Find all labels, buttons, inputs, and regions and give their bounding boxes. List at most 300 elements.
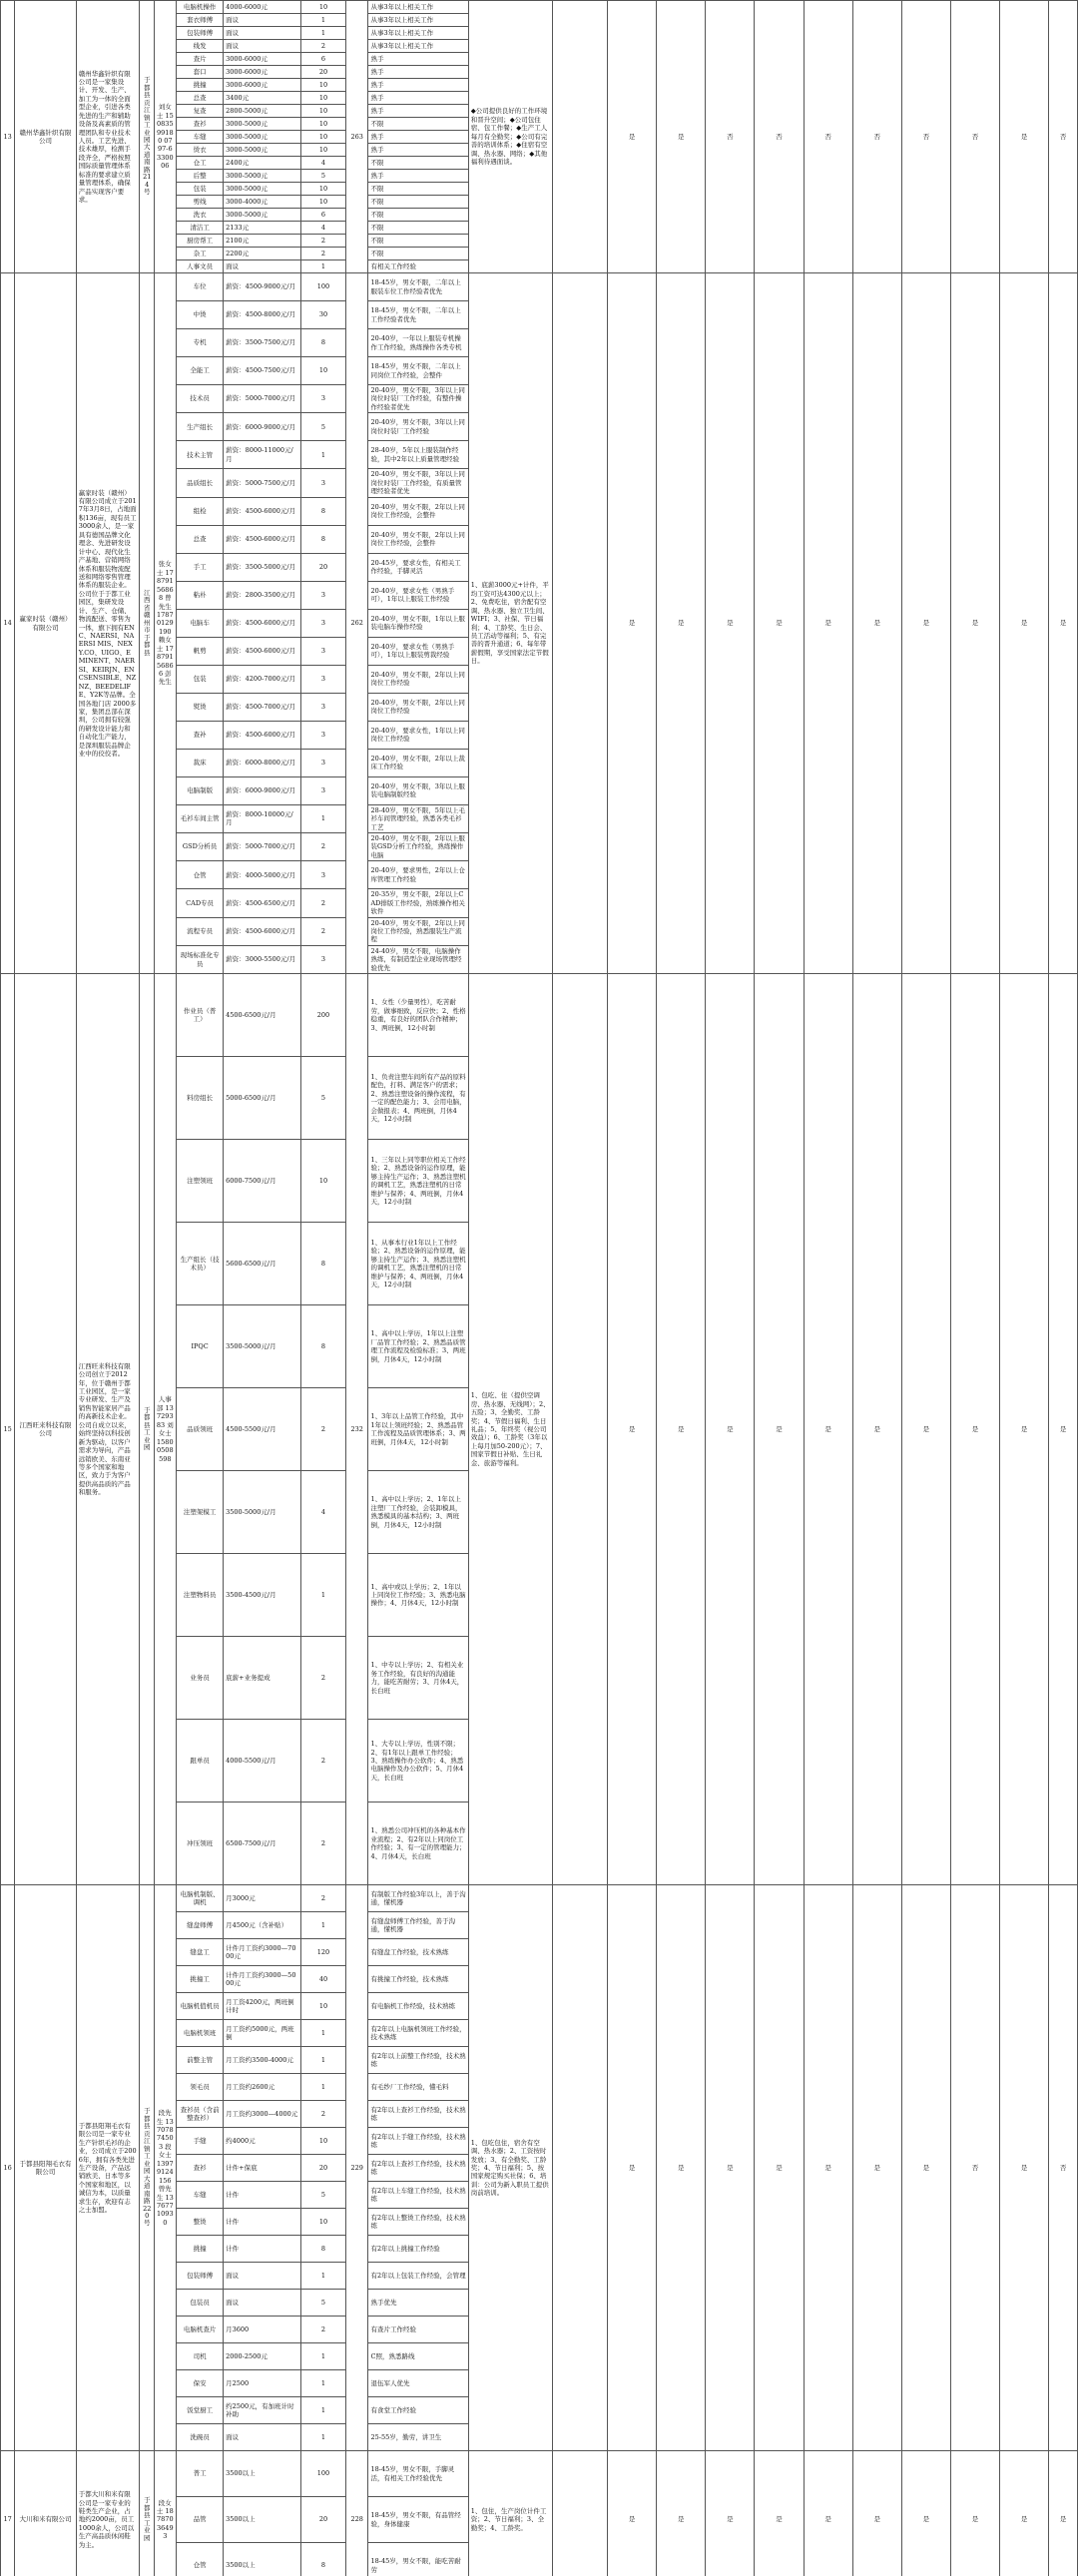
yes-no-flag: 是 <box>755 2451 804 2576</box>
job-salary: 薪资：4500-6500元/月 <box>224 889 301 917</box>
job-position: 包装师傅 <box>177 2263 224 2290</box>
job-position: 仓工 <box>177 157 224 170</box>
job-salary: 月工资4200元，两班倒计时 <box>224 1993 301 2020</box>
job-requirement: 熟手 <box>368 79 468 92</box>
job-requirement: 20-40岁，男女不限，3年以上同岗位时装厂工作经验，有整件操作经验者优先 <box>368 385 468 413</box>
yes-no-flag: 是 <box>1000 1885 1049 2451</box>
yes-no-flag: 是 <box>608 974 657 1885</box>
company-address-text: 于都县工业园 <box>143 2496 151 2542</box>
job-salary: 月2500 <box>224 2370 301 2397</box>
job-salary: 2200元 <box>224 248 301 260</box>
job-headcount: 3 <box>300 385 345 413</box>
yes-no-flag: 是 <box>804 1885 852 2451</box>
job-position: 挑撞工 <box>177 1966 224 1993</box>
job-position: 技术主管 <box>177 441 224 469</box>
yes-no-flag: 是 <box>657 974 706 1885</box>
job-salary: 薪资：3500-7500元/月 <box>224 329 301 357</box>
company-address <box>140 2451 154 2576</box>
company-benefits: 1、包吃包住，宿舍有空调、热水器；2、工资按时发放；3、有全勤奖、工龄奖；4、节日福利；5、按国家规定购买社保；6、培训：公司为新入职员工提供岗前培训。 <box>468 1885 552 2451</box>
job-requirement: 20-40岁，男女不限，2年以上同岗位工作经验，会整件 <box>368 525 468 553</box>
job-salary: 5600-6500元/月 <box>224 1223 301 1305</box>
job-headcount: 5 <box>300 170 345 183</box>
job-salary: 4500-5500元/月 <box>224 1388 301 1471</box>
job-requirement: 退伍军人优先 <box>368 2370 468 2397</box>
job-position: 前整主管 <box>177 2047 224 2074</box>
job-requirement: 20-40岁，男女不限，3年以上同岗位时装厂工作经验 <box>368 413 468 441</box>
job-requirement: 18-45岁，男女不限，二年以上服装车位工作经验者优先 <box>368 273 468 301</box>
yes-no-flag: 是 <box>706 2451 755 2576</box>
job-requirement: 1、女性（少量男性），吃苦耐劳，做事细致，反应快；2、性格稳重，有良好的团队合作精神；3、两班倒，12小时制 <box>368 974 468 1057</box>
yes-no-flag: 否 <box>755 1 804 273</box>
job-requirement: 从事3年以上相关工作 <box>368 40 468 53</box>
job-salary: 面议 <box>224 2424 301 2451</box>
job-position: 熨烫 <box>177 693 224 721</box>
company-contact: 张女士 17879156868 曾先生 17870129190 赖女士 17879156866 彭先生 <box>154 273 177 974</box>
yes-no-flag: 是 <box>950 2451 999 2576</box>
job-headcount: 2 <box>300 235 345 248</box>
job-position: 复查 <box>177 105 224 118</box>
job-headcount: 3 <box>300 721 345 749</box>
job-requirement: 不限 <box>368 183 468 196</box>
job-headcount: 1 <box>300 2074 345 2101</box>
job-headcount: 3 <box>300 609 345 637</box>
job-headcount: 8 <box>300 2543 345 2576</box>
job-requirement: 熟手 <box>368 92 468 105</box>
company-total-headcount: 262 <box>345 273 368 974</box>
company-benefits: 1、底薪3000元+计件，平均工资可达4300元以上；2、免费吃住，宿舍配有空调、热水器、独立卫生间、WIFI；3、社保、节日福利；4、工龄奖、生日会、员工活动等福利；5、有完善的晋升通道；6、每年带薪假期，享受国家法定节假日。 <box>468 273 552 974</box>
job-headcount: 10 <box>300 105 345 118</box>
job-salary: 3000-6000元 <box>224 66 301 79</box>
table-row <box>1 1885 1078 1912</box>
job-headcount: 10 <box>300 118 345 131</box>
job-salary: 3400元 <box>224 92 301 105</box>
job-headcount: 4 <box>300 157 345 170</box>
job-position: 整烫 <box>177 2209 224 2236</box>
job-headcount: 3 <box>300 776 345 804</box>
yes-no-flag: 是 <box>657 1 706 273</box>
empty-cell <box>552 2451 607 2576</box>
job-position: 洗衣 <box>177 209 224 222</box>
job-requirement: 不限 <box>368 222 468 235</box>
job-requirement: 1、高中以上学历，1年以上注塑厂品管工作经验；2、熟悉品质管理工作流程及检验标准；3、两班倒，月休4天，12小时制 <box>368 1305 468 1388</box>
job-salary: 计件 <box>224 2182 301 2209</box>
yes-no-flag: 是 <box>1049 273 1078 974</box>
job-salary: 3500-4500元/月 <box>224 1554 301 1637</box>
job-position: 电脑机查片 <box>177 2317 224 2343</box>
job-position: IPQC <box>177 1305 224 1388</box>
job-position: 查衫员（含前整查衫） <box>177 2101 224 2128</box>
job-requirement: 1、高中以上学历；2、1年以上注塑厂工作经验，会装卸模具，熟悉模具的基本结构；3、两班倒，月休4天，12小时制 <box>368 1471 468 1554</box>
job-requirement: 有2年以上包装工作经验，会管理 <box>368 2263 468 2290</box>
job-position: 跟单员 <box>177 1720 224 1803</box>
job-salary: 4000-6000元 <box>224 1 301 14</box>
job-headcount: 3 <box>300 581 345 609</box>
job-salary: 薪资：4500-6000元/月 <box>224 525 301 553</box>
yes-no-flag: 是 <box>901 2451 950 2576</box>
job-salary: 薪资：4000-5000元/月 <box>224 861 301 889</box>
job-requirement: 18-45岁，男女不限，二年以上同岗位工作经验，会整件 <box>368 357 468 385</box>
job-salary: 面议 <box>224 40 301 53</box>
job-headcount: 6 <box>300 53 345 66</box>
job-position: 总查 <box>177 525 224 553</box>
job-salary: 薪资：3500-5000元/月 <box>224 553 301 581</box>
job-salary: 月工资约3500-4000元 <box>224 2047 301 2074</box>
table-row <box>1 1 1078 14</box>
job-headcount: 10 <box>300 131 345 144</box>
job-requirement: 有2年以上查衫工作经验，技术熟练 <box>368 2155 468 2182</box>
job-requirement: 1、3年以上品管工作经验，其中1年以上领班经验；2、熟悉品管工作流程及品质管理体系；3、两班倒，月休4天，12小时制 <box>368 1388 468 1471</box>
company-name: 江西旺来科技有限公司 <box>15 974 76 1885</box>
job-salary: 2800-5000元 <box>224 105 301 118</box>
job-position: 领毛员 <box>177 2074 224 2101</box>
job-salary: 2133元 <box>224 222 301 235</box>
empty-cell <box>552 273 607 974</box>
job-position: 注塑领班 <box>177 1140 224 1223</box>
job-position: 现场标准化专员 <box>177 945 224 973</box>
job-position: 生产组长 <box>177 413 224 441</box>
job-headcount: 5 <box>300 413 345 441</box>
job-salary: 6000-7500元/月 <box>224 1140 301 1223</box>
job-position: 普工 <box>177 2451 224 2497</box>
job-position: 司机 <box>177 2343 224 2370</box>
company-total-headcount: 232 <box>345 974 368 1885</box>
job-position: 保安 <box>177 2370 224 2397</box>
job-requirement: 20-40岁，一年以上服装专机操作工作经验，熟练操作各类专机 <box>368 329 468 357</box>
yes-no-flag: 是 <box>852 1885 901 2451</box>
job-salary: 薪资：3000-5500元/月 <box>224 945 301 973</box>
job-requirement: C照，熟悉路线 <box>368 2343 468 2370</box>
company-name: 赢家时装（赣州）有限公司 <box>15 273 76 974</box>
yes-no-flag: 否 <box>706 1 755 273</box>
company-address <box>140 1885 154 2451</box>
company-address-text: 于都县贡江镇工业园大道南路214号 <box>143 76 152 197</box>
job-position: 电脑机制版、调机 <box>177 1885 224 1912</box>
job-salary: 薪资：4500-6000元/月 <box>224 721 301 749</box>
job-headcount: 1 <box>300 2343 345 2370</box>
job-headcount: 8 <box>300 2236 345 2263</box>
company-contact: 段先生 13707874503 段女士 13979124156 曾先生 13767710930 <box>154 1885 177 2451</box>
job-requirement: 20-40岁，男女不限，2年以上同岗位工作经验 <box>368 693 468 721</box>
yes-no-flag: 是 <box>657 1885 706 2451</box>
company-benefits: 1、包吃、住（提供空调房、热水器、无线网）；2、五险；3、全勤奖、工龄奖；4、节假日福利、生日礼品；5、年终奖（视公司效益）；6、工龄奖（3年以上每月加50-200元）；7、国家节假日补贴、生日礼金、旅游等福利。 <box>468 974 552 1885</box>
job-salary: 薪资：4500-7500元/月 <box>224 357 301 385</box>
job-headcount: 2 <box>300 248 345 260</box>
job-headcount: 2 <box>300 1803 345 1885</box>
yes-no-flag: 是 <box>852 974 901 1885</box>
yes-no-flag: 是 <box>755 273 804 974</box>
job-position: 品质领班 <box>177 1388 224 1471</box>
job-requirement: 不限 <box>368 157 468 170</box>
empty-cell <box>552 1 607 273</box>
job-position: 查片 <box>177 53 224 66</box>
job-headcount: 120 <box>300 1939 345 1966</box>
yes-no-flag: 是 <box>901 273 950 974</box>
job-position: 业务员 <box>177 1637 224 1720</box>
job-salary: 薪资：4500-7000元/月 <box>224 693 301 721</box>
job-requirement: 1、中专以上学历；2、有相关业务工作经验，有良好的沟通能力，能吃苦耐劳；3、月休4天，长白班 <box>368 1637 468 1720</box>
job-headcount: 3 <box>300 665 345 693</box>
job-position: 清洁工 <box>177 222 224 235</box>
job-headcount: 2 <box>300 1388 345 1471</box>
company-number: 13 <box>1 1 15 273</box>
job-requirement: 熟手优先 <box>368 2290 468 2317</box>
job-requirement: 不限 <box>368 235 468 248</box>
job-requirement: 有2年以上整烫工作经验，技术熟练 <box>368 2209 468 2236</box>
job-position: 冲压领班 <box>177 1803 224 1885</box>
job-salary: 月工资约3000—4000元 <box>224 2101 301 2128</box>
job-salary: 月4500元（含补贴） <box>224 1912 301 1939</box>
job-salary: 5000-6500元/月 <box>224 1057 301 1140</box>
job-position: 饭堂厨工 <box>177 2397 224 2424</box>
yes-no-flag: 是 <box>608 2451 657 2576</box>
job-salary: 2100元 <box>224 235 301 248</box>
yes-no-flag: 是 <box>804 273 852 974</box>
yes-no-flag: 否 <box>804 1 852 273</box>
job-salary: 月工资约5000元，两班倒 <box>224 2020 301 2047</box>
job-position: 电脑车 <box>177 609 224 637</box>
job-salary: 6500-7500元/月 <box>224 1803 301 1885</box>
job-requirement: 有食堂工作经验 <box>368 2397 468 2424</box>
yes-no-flag: 是 <box>1000 2451 1049 2576</box>
job-salary: 薪资：5000-7500元/月 <box>224 469 301 497</box>
table-row <box>1 974 1078 1057</box>
company-address-text: 于都县工业园 <box>143 1405 151 1452</box>
yes-no-flag: 否 <box>852 1 901 273</box>
job-position: 查补 <box>177 721 224 749</box>
yes-no-flag: 是 <box>657 273 706 974</box>
job-requirement: 18-45岁，男女不限，手脚灵活，有相关工作经验优先 <box>368 2451 468 2497</box>
job-salary: 3000-6000元 <box>224 53 301 66</box>
job-salary: 薪资：4500-9000元/月 <box>224 273 301 301</box>
job-salary: 薪资：4500-6000元/月 <box>224 637 301 665</box>
yes-no-flag: 是 <box>706 1885 755 2451</box>
company-name: 大川和米有限公司 <box>15 2451 76 2576</box>
job-headcount: 1 <box>300 1554 345 1637</box>
company-intro: 于都大川和米有限公司是一家专业的鞋类生产企业，占地约2000亩，员工1000余人，公司以生产高品质休闲鞋为主。 <box>76 2451 139 2576</box>
job-salary: 计件+保底 <box>224 2155 301 2182</box>
job-position: 仓管 <box>177 861 224 889</box>
job-position: 料房组长 <box>177 1057 224 1140</box>
company-address-text: 于都县贡江镇工业园大道南路220号 <box>143 2107 152 2228</box>
job-headcount: 2 <box>300 1720 345 1803</box>
job-requirement: 20-40岁，男女不限，3年以上同岗位时装厂工作经验，有质量管理经验者优先 <box>368 469 468 497</box>
company-contact: 刘女士 15083599180 0797-6330006 <box>154 1 177 273</box>
yes-no-flag: 是 <box>1000 1 1049 273</box>
job-position: 杂工 <box>177 248 224 260</box>
job-salary: 4000-5500元/月 <box>224 1720 301 1803</box>
company-number: 17 <box>1 2451 15 2576</box>
company-name: 赣州华鑫针织有限公司 <box>15 1 76 273</box>
job-position: 品质组长 <box>177 469 224 497</box>
job-headcount: 10 <box>300 92 345 105</box>
job-position: 人事文员 <box>177 260 224 273</box>
job-position: 毛衫车间主管 <box>177 804 224 832</box>
table-row <box>1 2451 1078 2497</box>
job-salary: 3500以上 <box>224 2497 301 2543</box>
job-headcount: 2 <box>300 2317 345 2343</box>
company-intro: 赢家时装（赣州）有限公司成立于2017年3月8日，占地面积136亩，现有员工3000余人，是一家具有德国品牌文化理念、先进研发设计中心、现代化生产基地、营销网络体系和服装物流配送和网络零售管理体系的服装企业。公司位于于都工业园区，集研发设计、生产、仓储、物流配送、零售为一体，旗下拥有ENC、NAERSI、NAERSI MIS、NEXY.CO、UIGO、EMINENT、NAERSI、KEIRJN、ENCSENSIBLE、NZNZ、BEEDELIFE、Y2K等品牌。全国各地门店 2000多家，集团总部在深圳，公司拥有较强的研发设计能力和自动化生产能力，是深圳服装品牌企业中的佼佼者。 <box>76 273 139 974</box>
job-salary: 薪资：4500-6000元/月 <box>224 497 301 525</box>
job-salary: 月3000元 <box>224 1885 301 1912</box>
job-headcount: 10 <box>300 183 345 196</box>
job-headcount: 5 <box>300 2182 345 2209</box>
yes-no-flag: 是 <box>608 1 657 273</box>
job-salary: 薪资：2800-3500元/月 <box>224 581 301 609</box>
job-position: 厨房帮工 <box>177 235 224 248</box>
job-salary: 薪资：6000-9000元/月 <box>224 776 301 804</box>
job-requirement: 25-55岁，勤劳，讲卫生 <box>368 2424 468 2451</box>
job-requirement: 有2年以上手缝工作经验，技术熟练 <box>368 2128 468 2155</box>
job-position: 车位 <box>177 273 224 301</box>
job-headcount: 1 <box>300 2263 345 2290</box>
job-salary: 薪资：8000-10000元/月 <box>224 804 301 832</box>
job-salary: 面议 <box>224 2263 301 2290</box>
job-salary: 计件 <box>224 2209 301 2236</box>
job-requirement: 不限 <box>368 196 468 209</box>
job-salary: 3000-5000元 <box>224 170 301 183</box>
yes-no-flag: 是 <box>804 2451 852 2576</box>
job-salary: 约4000元 <box>224 2128 301 2155</box>
job-requirement: 不限 <box>368 209 468 222</box>
yes-no-flag: 否 <box>950 1 999 273</box>
job-salary: 3000-5000元 <box>224 131 301 144</box>
job-headcount: 1 <box>300 2424 345 2451</box>
job-salary: 薪资：5000-7000元/月 <box>224 385 301 413</box>
job-position: 包装 <box>177 665 224 693</box>
job-position: 手缝 <box>177 2128 224 2155</box>
job-salary: 面议 <box>224 2290 301 2317</box>
job-salary: 薪资：4500-6000元/月 <box>224 609 301 637</box>
job-requirement: 有缝盘工作经验，技术熟练 <box>368 1939 468 1966</box>
job-requirement: 18-45岁，男女不限，二年以上工作经验者优先 <box>368 301 468 329</box>
yes-no-flag: 是 <box>755 1885 804 2451</box>
job-requirement: 20-40岁，男女不限，2年以上同岗位工作经验 <box>368 665 468 693</box>
job-salary: 面议 <box>224 27 301 40</box>
job-position: 挑撞 <box>177 2236 224 2263</box>
job-requirement: 有2年以上车缝工作经验，技术熟练 <box>368 2182 468 2209</box>
job-salary: 薪资：4500-8000元/月 <box>224 301 301 329</box>
job-requirement: 有制版工作经验3年以上，善于沟通，懂机器 <box>368 1885 468 1912</box>
job-position: 手工 <box>177 553 224 581</box>
job-requirement: 有2年以上挑撞工作经验 <box>368 2236 468 2263</box>
job-requirement: 18-45岁，男女不限，有品管经验，身体健康 <box>368 2497 468 2543</box>
job-position: 专机 <box>177 329 224 357</box>
job-salary: 3000-4000元 <box>224 196 301 209</box>
job-salary: 3500-5000元/月 <box>224 1471 301 1554</box>
yes-no-flag: 否 <box>1049 1885 1078 2451</box>
job-headcount: 5 <box>300 1057 345 1140</box>
job-salary: 底薪+业务提成 <box>224 1637 301 1720</box>
job-position: 包装员 <box>177 2290 224 2317</box>
job-headcount: 3 <box>300 693 345 721</box>
job-headcount: 40 <box>300 1966 345 1993</box>
job-position: 缝盘工 <box>177 1939 224 1966</box>
job-headcount: 2 <box>300 889 345 917</box>
job-headcount: 100 <box>300 2451 345 2497</box>
company-address <box>140 1 154 273</box>
job-headcount: 10 <box>300 79 345 92</box>
yes-no-flag: 是 <box>1049 974 1078 1885</box>
job-headcount: 20 <box>300 2155 345 2182</box>
yes-no-flag: 否 <box>901 1 950 273</box>
job-position: 套衣师傅 <box>177 14 224 27</box>
job-headcount: 2 <box>300 2101 345 2128</box>
job-requirement: 不限 <box>368 118 468 131</box>
job-headcount: 2 <box>300 832 345 860</box>
job-salary: 薪资：5000-7000元/月 <box>224 832 301 860</box>
job-requirement: 熟手 <box>368 53 468 66</box>
job-headcount: 8 <box>300 1223 345 1305</box>
company-address <box>140 273 154 974</box>
yes-no-flag: 是 <box>950 273 999 974</box>
job-salary: 薪资：6000-8000元/月 <box>224 749 301 776</box>
job-headcount: 1 <box>300 27 345 40</box>
job-headcount: 1 <box>300 441 345 469</box>
job-salary: 月3600 <box>224 2317 301 2343</box>
table-body <box>1 1 1078 2576</box>
job-headcount: 10 <box>300 196 345 209</box>
job-requirement: 不限 <box>368 248 468 260</box>
job-requirement: 从事3年以上相关工作 <box>368 27 468 40</box>
job-headcount: 3 <box>300 637 345 665</box>
job-salary: 3500-5000元/月 <box>224 1305 301 1388</box>
job-position: 全能工 <box>177 357 224 385</box>
job-position: 注塑架模工 <box>177 1471 224 1554</box>
job-salary: 3000-5000元 <box>224 144 301 157</box>
job-requirement: 有电脑机工作经验，技术熟练 <box>368 1993 468 2020</box>
job-requirement: 1、三年以上同等职位相关工作经验；2、熟悉设备的运作原理，能够主持生产运作；3、熟悉注塑机的调机工艺，熟悉注塑机的日常维护与保养；4、两班倒，月休4天，12小时制 <box>368 1140 468 1223</box>
job-requirement: 有缝盘师傅工作经验，善于沟通，懂机器 <box>368 1912 468 1939</box>
job-requirement: 18-45岁，男女不限，能吃苦耐劳 <box>368 2543 468 2576</box>
job-requirement: 20-40岁，男女不限，1年以上服装电脑车操作经验 <box>368 609 468 637</box>
company-total-headcount: 263 <box>345 1 368 273</box>
yes-no-flag: 是 <box>901 974 950 1885</box>
job-requirement: 有相关工作经验 <box>368 260 468 273</box>
job-headcount: 2 <box>300 40 345 53</box>
job-headcount: 1 <box>300 2397 345 2424</box>
job-position: 组检 <box>177 497 224 525</box>
job-headcount: 2 <box>300 1637 345 1720</box>
job-requirement: 20-40岁，男女不限，2年以上裁床工作经验 <box>368 749 468 776</box>
job-position: 洗碗员 <box>177 2424 224 2451</box>
job-position: 包装 <box>177 183 224 196</box>
job-salary: 面议 <box>224 14 301 27</box>
job-salary: 3500以上 <box>224 2543 301 2576</box>
job-salary: 3000-5000元 <box>224 118 301 131</box>
job-headcount: 8 <box>300 497 345 525</box>
job-headcount: 4 <box>300 222 345 235</box>
job-headcount: 10 <box>300 357 345 385</box>
yes-no-flag: 是 <box>901 1885 950 2451</box>
job-salary: 4500-6500元/月 <box>224 974 301 1057</box>
yes-no-flag: 是 <box>1049 2451 1078 2576</box>
job-requirement: 20-40岁，男女不限，2年以上服装GSD分析工作经验，熟练操作电脑 <box>368 832 468 860</box>
job-requirement: 20-40岁，要求女性（男熟手可），1年以上服装工作经验 <box>368 581 468 609</box>
job-position: 注塑物料员 <box>177 1554 224 1637</box>
job-salary: 薪资：4500-6000元/月 <box>224 917 301 945</box>
job-headcount: 8 <box>300 1305 345 1388</box>
job-headcount: 5 <box>300 2290 345 2317</box>
company-total-headcount: 228 <box>345 2451 368 2576</box>
job-requirement: 从事3年以上相关工作 <box>368 1 468 14</box>
empty-cell <box>552 974 607 1885</box>
job-salary: 2400元 <box>224 157 301 170</box>
yes-no-flag: 是 <box>755 974 804 1885</box>
yes-no-flag: 否 <box>950 1885 999 2451</box>
job-position: 包装师傅 <box>177 27 224 40</box>
job-salary: 薪资：6000-9000元/月 <box>224 413 301 441</box>
yes-no-flag: 是 <box>1000 974 1049 1885</box>
